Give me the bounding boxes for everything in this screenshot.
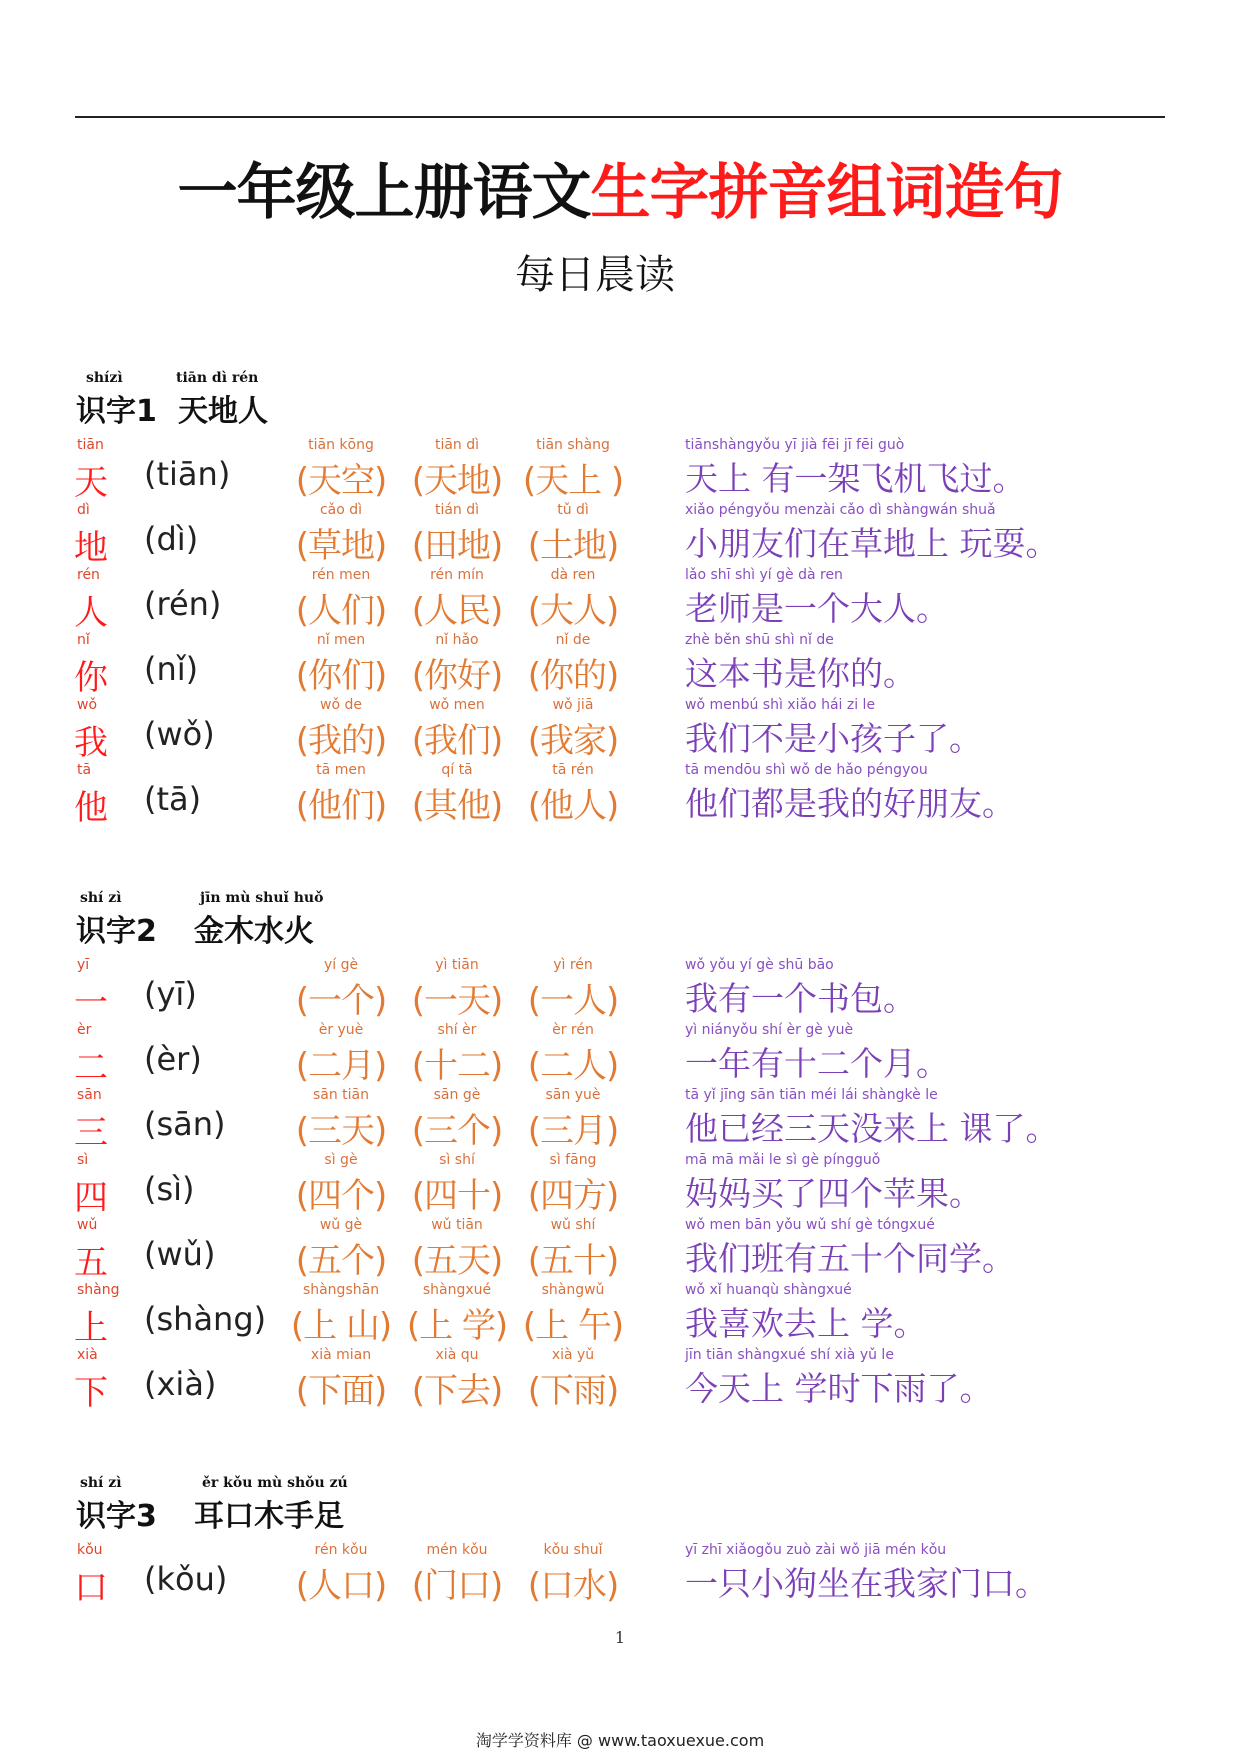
- word-pinyin: tiān kōng: [308, 437, 374, 453]
- word-pinyin: rén kǒu: [314, 1542, 368, 1558]
- character-pinyin: wǒ: [77, 697, 98, 713]
- character-pinyin: tiān: [77, 437, 104, 453]
- character: 二: [74, 1048, 108, 1088]
- word-pinyin: tiān shàng: [536, 437, 610, 453]
- character-row: [0, 632, 1240, 697]
- word: (四个): [295, 1176, 387, 1216]
- example-sentence: 天上 有一架飞机飞过。: [685, 459, 1026, 498]
- word: (你们): [295, 656, 387, 696]
- character-pinyin-reading: (wǒ): [144, 715, 215, 753]
- word: (天空): [295, 461, 387, 501]
- word: (你的): [527, 656, 619, 696]
- sentence-pinyin: yī zhī xiǎogǒu zuò zài wǒ jiā mén kǒu: [685, 1542, 947, 1558]
- word-pinyin: kǒu shuǐ: [543, 1542, 603, 1558]
- word: (五个): [295, 1241, 387, 1281]
- character-row: [0, 957, 1240, 1022]
- example-sentence: 这本书是你的。: [685, 654, 916, 693]
- sentence-pinyin: wǒ yǒu yí gè shū bāo: [685, 957, 834, 973]
- character-pinyin: tā: [77, 762, 92, 778]
- word: (天上 ): [522, 461, 624, 501]
- example-sentence: 一只小狗坐在我家门口。: [685, 1564, 1048, 1603]
- word-pinyin: cǎo dì: [319, 502, 363, 518]
- sentence-pinyin: wǒ xǐ huanqù shàngxué: [685, 1282, 852, 1298]
- character-pinyin-reading: (xià): [144, 1365, 217, 1403]
- character-row: [0, 1022, 1240, 1087]
- sentence-pinyin: wǒ men bān yǒu wǔ shí gè tóngxué: [685, 1217, 935, 1233]
- word: (四十): [411, 1176, 503, 1216]
- character: 四: [74, 1178, 108, 1218]
- word: (其他): [411, 786, 503, 826]
- character: 你: [74, 658, 108, 698]
- word: (一个): [295, 981, 387, 1021]
- example-sentence: 我有一个书包。: [685, 979, 916, 1018]
- example-sentence: 他已经三天没来上 课了。: [685, 1109, 1059, 1148]
- character-row: [0, 762, 1240, 827]
- page-subtitle: 每日晨读: [515, 252, 675, 298]
- word: (我们): [411, 721, 503, 761]
- word-pinyin: wǒ jiā: [552, 697, 594, 713]
- character-row: [0, 1152, 1240, 1217]
- word: (一天): [411, 981, 503, 1021]
- word: (草地): [295, 526, 387, 566]
- character-row: [0, 502, 1240, 567]
- character-pinyin-reading: (sì): [144, 1170, 195, 1208]
- word: (天地): [411, 461, 503, 501]
- word-pinyin: wǒ men: [429, 697, 485, 713]
- page-number: 1: [614, 1628, 626, 1647]
- example-sentence: 一年有十二个月。: [685, 1044, 949, 1083]
- word-pinyin: nǐ men: [316, 632, 366, 648]
- character: 口: [74, 1568, 108, 1608]
- word-pinyin: tǔ dì: [557, 502, 589, 518]
- example-sentence: 小朋友们在草地上 玩耍。: [685, 524, 1059, 563]
- character-pinyin: yī: [77, 957, 90, 973]
- character-pinyin-reading: (èr): [144, 1040, 202, 1078]
- word-pinyin: èr yuè: [318, 1022, 364, 1038]
- character-pinyin: èr: [77, 1022, 92, 1038]
- word-pinyin: shàngxué: [422, 1282, 492, 1298]
- word-pinyin: wǔ gè: [319, 1217, 363, 1233]
- word: (他人): [527, 786, 619, 826]
- example-sentence: 老师是一个大人。: [685, 589, 949, 628]
- character-pinyin: xià: [77, 1347, 98, 1363]
- word-pinyin: yì tiān: [435, 957, 479, 973]
- character-pinyin-reading: (sān): [144, 1105, 226, 1143]
- word: (人们): [295, 591, 387, 631]
- word: (你好): [411, 656, 503, 696]
- word-pinyin: qí tā: [441, 762, 473, 778]
- word: (上 午): [522, 1306, 624, 1346]
- word-pinyin: yí gè: [323, 957, 359, 973]
- page-title: 一年级上册语文生字拼音组词造句: [177, 158, 1063, 228]
- word-pinyin: shàngwǔ: [541, 1282, 605, 1298]
- character-pinyin-reading: (dì): [144, 520, 199, 558]
- word-pinyin: wǔ tiān: [431, 1217, 483, 1233]
- word-pinyin: rén men: [311, 567, 371, 583]
- section-heading: 识字3 耳口木手足: [76, 1499, 344, 1534]
- sentence-pinyin: tiānshàngyǒu yī jià fēi jī fēi guò: [685, 437, 905, 453]
- word: (二月): [295, 1046, 387, 1086]
- character: 一: [74, 983, 108, 1023]
- character-pinyin-reading: (kǒu): [144, 1560, 228, 1598]
- word-pinyin: èr rén: [552, 1022, 594, 1038]
- section-heading: 识字2 金木水火: [76, 914, 314, 949]
- character: 天: [74, 463, 108, 503]
- word: (人口): [295, 1566, 387, 1606]
- character: 下: [74, 1373, 108, 1413]
- word: (上 山): [290, 1306, 392, 1346]
- character-row: [0, 437, 1240, 502]
- character-pinyin-reading: (yī): [144, 975, 197, 1013]
- word-pinyin: xià mian: [310, 1347, 372, 1363]
- word-pinyin: yì rén: [553, 957, 593, 973]
- word: (二人): [527, 1046, 619, 1086]
- word-pinyin: sì gè: [324, 1152, 358, 1168]
- character-row: [0, 697, 1240, 762]
- character-pinyin: rén: [77, 567, 100, 583]
- word-pinyin: rén mín: [430, 567, 484, 583]
- character-pinyin: dì: [77, 502, 90, 518]
- word-pinyin: sì fāng: [549, 1152, 597, 1168]
- word: (土地): [527, 526, 619, 566]
- example-sentence: 我们不是小孩子了。: [685, 719, 982, 758]
- word-pinyin: wǔ shí: [550, 1217, 596, 1233]
- sentence-pinyin: lǎo shī shì yí gè dà ren: [685, 567, 843, 583]
- word: (我的): [295, 721, 387, 761]
- word: (一人): [527, 981, 619, 1021]
- word-pinyin: nǐ hǎo: [435, 632, 479, 648]
- character: 地: [74, 528, 108, 568]
- character-row: [0, 1542, 1240, 1607]
- word: (四方): [527, 1176, 619, 1216]
- word: (上 学): [406, 1306, 508, 1346]
- character-pinyin-reading: (tiān): [144, 455, 231, 493]
- character-pinyin-reading: (shàng): [144, 1300, 267, 1338]
- sentence-pinyin: tā yǐ jīng sān tiān méi lái shàngkè le: [685, 1087, 938, 1103]
- example-sentence: 今天上 学时下雨了。: [685, 1369, 993, 1408]
- character-pinyin-reading: (rén): [144, 585, 222, 623]
- word-pinyin: mén kǒu: [426, 1542, 488, 1558]
- word: (口水): [527, 1566, 619, 1606]
- sentence-pinyin: xiǎo péngyǒu menzài cǎo dì shàngwán shuǎ: [685, 502, 996, 518]
- word-pinyin: shàngshān: [302, 1282, 380, 1298]
- section-heading: 识字1 天地人: [76, 394, 268, 429]
- sentence-pinyin: wǒ menbú shì xiǎo hái zi le: [685, 697, 876, 713]
- word: (十二): [411, 1046, 503, 1086]
- word-pinyin: tā rén: [552, 762, 594, 778]
- word-pinyin: tā men: [316, 762, 366, 778]
- character: 人: [74, 593, 108, 633]
- character-pinyin-reading: (wǔ): [144, 1235, 216, 1273]
- word: (五十): [527, 1241, 619, 1281]
- sentence-pinyin: tā mendōu shì wǒ de hǎo péngyou: [685, 762, 928, 778]
- example-sentence: 他们都是我的好朋友。: [685, 784, 1015, 823]
- sentence-pinyin: jīn tiān shàngxué shí xià yǔ le: [685, 1347, 894, 1363]
- character-row: [0, 1087, 1240, 1152]
- word-pinyin: tiān dì: [434, 437, 480, 453]
- character-pinyin-reading: (tā): [144, 780, 202, 818]
- word-pinyin: sì shí: [439, 1152, 475, 1168]
- character-row: [0, 1217, 1240, 1282]
- top-rule: [75, 116, 1165, 118]
- character-pinyin: sì: [77, 1152, 89, 1168]
- word: (门口): [411, 1566, 503, 1606]
- word: (大人): [527, 591, 619, 631]
- character-pinyin-reading: (nǐ): [144, 650, 199, 688]
- sentence-pinyin: yì niányǒu shí èr gè yuè: [685, 1022, 854, 1038]
- footer-watermark: 淘学学资料库 @ www.taoxuexue.com: [475, 1731, 765, 1750]
- word-pinyin: xià qu: [435, 1347, 479, 1363]
- character: 我: [74, 723, 108, 763]
- word: (他们): [295, 786, 387, 826]
- character: 五: [74, 1243, 108, 1283]
- word-pinyin: shí èr: [437, 1022, 477, 1038]
- word: (我家): [527, 721, 619, 761]
- word: (三个): [411, 1111, 503, 1151]
- character: 上: [74, 1308, 108, 1348]
- word: (田地): [411, 526, 503, 566]
- example-sentence: 妈妈买了四个苹果。: [685, 1174, 982, 1213]
- example-sentence: 我喜欢去上 学。: [685, 1304, 927, 1343]
- character-pinyin: nǐ: [77, 632, 90, 648]
- character-row: [0, 1282, 1240, 1347]
- word: (三天): [295, 1111, 387, 1151]
- character-pinyin: sān: [77, 1087, 102, 1103]
- character: 他: [74, 788, 108, 828]
- word: (五天): [411, 1241, 503, 1281]
- word: (下去): [411, 1371, 503, 1411]
- example-sentence: 我们班有五十个同学。: [685, 1239, 1015, 1278]
- character-pinyin: kǒu: [77, 1542, 103, 1558]
- word: (人民): [411, 591, 503, 631]
- word-pinyin: sān gè: [433, 1087, 481, 1103]
- word-pinyin: sān yuè: [545, 1087, 601, 1103]
- word-pinyin: xià yǔ: [551, 1347, 595, 1363]
- sentence-pinyin: zhè běn shū shì nǐ de: [685, 632, 834, 648]
- word-pinyin: dà ren: [550, 567, 596, 583]
- character-row: [0, 567, 1240, 632]
- character-pinyin: shàng: [77, 1282, 120, 1298]
- sentence-pinyin: mā mā mǎi le sì gè píngguǒ: [685, 1152, 881, 1168]
- character-row: [0, 1347, 1240, 1412]
- character-pinyin: wǔ: [77, 1217, 98, 1233]
- word: (下雨): [527, 1371, 619, 1411]
- word: (三月): [527, 1111, 619, 1151]
- word-pinyin: wǒ de: [320, 697, 362, 713]
- character: 三: [74, 1113, 108, 1153]
- word-pinyin: nǐ de: [555, 632, 591, 648]
- word-pinyin: sān tiān: [312, 1087, 370, 1103]
- word-pinyin: tián dì: [434, 502, 480, 518]
- word: (下面): [295, 1371, 387, 1411]
